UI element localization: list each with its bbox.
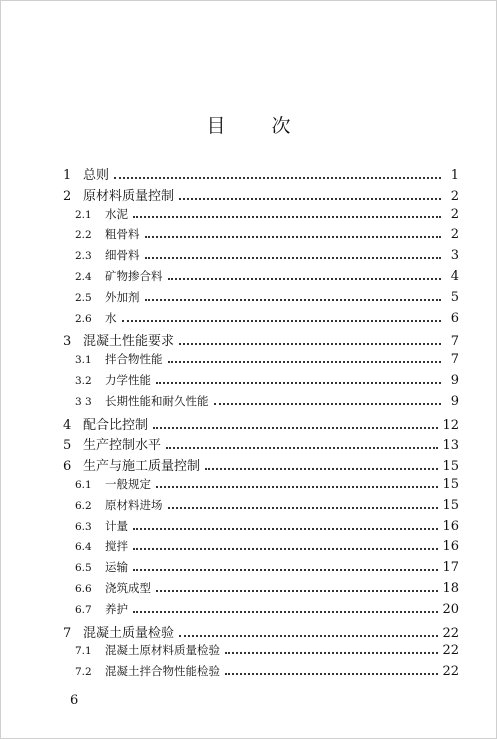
dot-leader (168, 361, 442, 363)
toc-entry-number: 6.4 (75, 541, 92, 554)
toc-entry-page: 6 (450, 310, 459, 326)
toc-entry-title: 总则 (83, 168, 110, 183)
dot-leader (225, 652, 438, 654)
toc-entry-number: 3 (63, 334, 72, 350)
toc-entry-page: 16 (442, 539, 459, 555)
toc-entry-page: 15 (442, 459, 459, 475)
toc-chapter-entry (61, 414, 459, 435)
toc-section-entry (61, 559, 459, 580)
toc-entry-title: 混凝土拌合物性能检验 (105, 664, 220, 679)
toc-entry-number: 2.1 (75, 208, 92, 221)
toc-section-entry (61, 247, 459, 268)
toc-entry-title: 浇筑成型 (105, 580, 151, 595)
toc-entry-number: 4 (63, 417, 72, 433)
toc-section-entry (61, 601, 459, 622)
toc-entry-page: 1 (450, 168, 459, 183)
toc-entry-number: 7 (63, 625, 72, 641)
toc-entry-number: 1 (63, 168, 72, 183)
toc-entry-page: 5 (450, 289, 459, 305)
dot-leader (168, 507, 439, 509)
dot-leader (156, 486, 438, 488)
toc-entry-number: 6.7 (75, 603, 92, 616)
dot-leader (179, 198, 441, 200)
toc-entry-number: 7.2 (75, 666, 92, 679)
toc-entry-title: 粗骨料 (105, 227, 140, 242)
dot-leader (214, 403, 442, 405)
toc-entry-title: 生产与施工质量控制 (83, 459, 201, 475)
toc-entry-number: 6.6 (75, 582, 92, 595)
toc-entry-title: 细骨料 (105, 248, 140, 263)
toc-entry-page: 3 (450, 248, 459, 264)
toc-entry-title: 水泥 (105, 206, 128, 221)
toc-entry-page: 16 (442, 518, 459, 534)
toc-entry-page: 13 (442, 438, 459, 454)
toc-entry-number: 2.2 (75, 229, 92, 242)
toc-section-entry (61, 289, 459, 310)
toc-section-entry (61, 226, 459, 247)
toc-entry-page: 15 (442, 497, 459, 513)
dot-leader (156, 590, 438, 592)
dot-leader (168, 278, 442, 280)
toc-section-entry (61, 310, 459, 331)
toc-entry-number: 6.3 (75, 520, 92, 533)
dot-leader (133, 528, 438, 530)
toc-entry-page: 9 (450, 372, 459, 388)
toc-entry-page: 2 (450, 206, 459, 222)
toc-section-entry (61, 351, 459, 372)
toc-chapter-entry (61, 164, 459, 185)
dot-leader (133, 216, 441, 218)
dot-leader (145, 257, 442, 259)
toc-entry-page: 2 (450, 227, 459, 243)
toc-entry-title: 混凝土原材料质量检验 (105, 643, 220, 658)
toc-entry-page: 17 (442, 560, 459, 576)
page-title: 目 次 (206, 115, 311, 137)
toc-chapter-entry (61, 330, 459, 351)
toc-entry-page: 22 (442, 664, 459, 680)
dot-leader (166, 447, 438, 449)
toc-entry-title: 养护 (105, 601, 128, 616)
toc-entry-number: 7.1 (75, 645, 92, 658)
dot-leader (179, 635, 438, 637)
toc-entry-title: 拌合物性能 (105, 352, 163, 367)
dot-leader (122, 320, 442, 322)
toc-entry-page: 4 (450, 268, 459, 284)
toc-entry-number: 5 (63, 438, 72, 454)
toc-entry-number: 2 (63, 188, 72, 204)
toc-entry-title: 外加剂 (105, 289, 140, 304)
toc-entry-page: 2 (450, 188, 459, 204)
toc-chapter-entry (61, 455, 459, 476)
toc-entry-page: 20 (442, 601, 459, 617)
toc-entry-title: 配合比控制 (83, 417, 149, 433)
dot-leader (205, 468, 438, 470)
toc-section-entry (61, 497, 459, 518)
toc-entry-number: 6 (63, 459, 72, 475)
toc-entry-number: 6.1 (75, 478, 92, 491)
toc-entry-number: 2.6 (75, 312, 92, 325)
toc-entry-title: 搅拌 (105, 539, 128, 554)
toc-section-entry (61, 393, 459, 414)
toc-entry-title: 原材料质量控制 (83, 188, 175, 204)
toc-entry-title: 计量 (105, 518, 128, 533)
toc-chapter-entry (61, 185, 459, 206)
dot-leader (133, 569, 438, 571)
toc-section-entry (61, 642, 459, 663)
toc-entry-page: 15 (442, 476, 459, 492)
toc-entry-title: 力学性能 (105, 372, 151, 387)
table-of-contents (61, 164, 459, 684)
toc-entry-title: 水 (105, 310, 117, 325)
dot-leader (153, 427, 438, 429)
toc-entry-number: 3.1 (75, 354, 92, 367)
toc-section-entry (61, 372, 459, 393)
toc-section-entry (61, 538, 459, 559)
dot-leader (156, 382, 441, 384)
toc-entry-title: 原材料进场 (105, 497, 163, 512)
toc-entry-page: 7 (450, 334, 459, 350)
toc-section-entry (61, 580, 459, 601)
dot-leader (179, 343, 441, 345)
dot-leader (145, 299, 442, 301)
toc-entry-title: 混凝土性能要求 (83, 334, 175, 350)
toc-section-entry (61, 476, 459, 497)
toc-entry-page: 7 (450, 352, 459, 368)
toc-section-entry (61, 663, 459, 684)
toc-chapter-entry (61, 434, 459, 455)
toc-entry-number: 3.2 (75, 374, 92, 387)
toc-entry-number: 2.5 (75, 291, 92, 304)
toc-entry-title: 长期性能和耐久性能 (105, 393, 209, 408)
page-number: 6 (70, 693, 79, 708)
toc-entry-page: 22 (442, 625, 459, 641)
toc-entry-page: 22 (442, 643, 459, 659)
toc-section-entry (61, 268, 459, 289)
toc-entry-number: 2.3 (75, 250, 92, 263)
toc-entry-number: 2.4 (75, 270, 92, 283)
toc-section-entry (61, 518, 459, 539)
toc-entry-title: 矿物掺合料 (105, 268, 163, 283)
dot-leader (145, 236, 442, 238)
toc-entry-title: 运输 (105, 560, 128, 575)
toc-entry-title: 混凝土质量检验 (83, 625, 175, 641)
dot-leader (114, 177, 441, 179)
toc-entry-number: 6.2 (75, 499, 92, 512)
dot-leader (133, 548, 438, 550)
toc-entry-title: 生产控制水平 (83, 438, 162, 454)
toc-entry-title: 一般规定 (105, 476, 151, 491)
toc-entry-number: 6.5 (75, 562, 92, 575)
toc-entry-page: 18 (442, 580, 459, 596)
dot-leader (225, 673, 438, 675)
toc-entry-page: 9 (450, 393, 459, 409)
dot-leader (133, 611, 438, 613)
toc-entry-page: 12 (442, 417, 459, 433)
toc-entry-number: 3 3 (75, 395, 92, 408)
toc-chapter-entry (61, 622, 459, 643)
toc-section-entry (61, 206, 459, 227)
